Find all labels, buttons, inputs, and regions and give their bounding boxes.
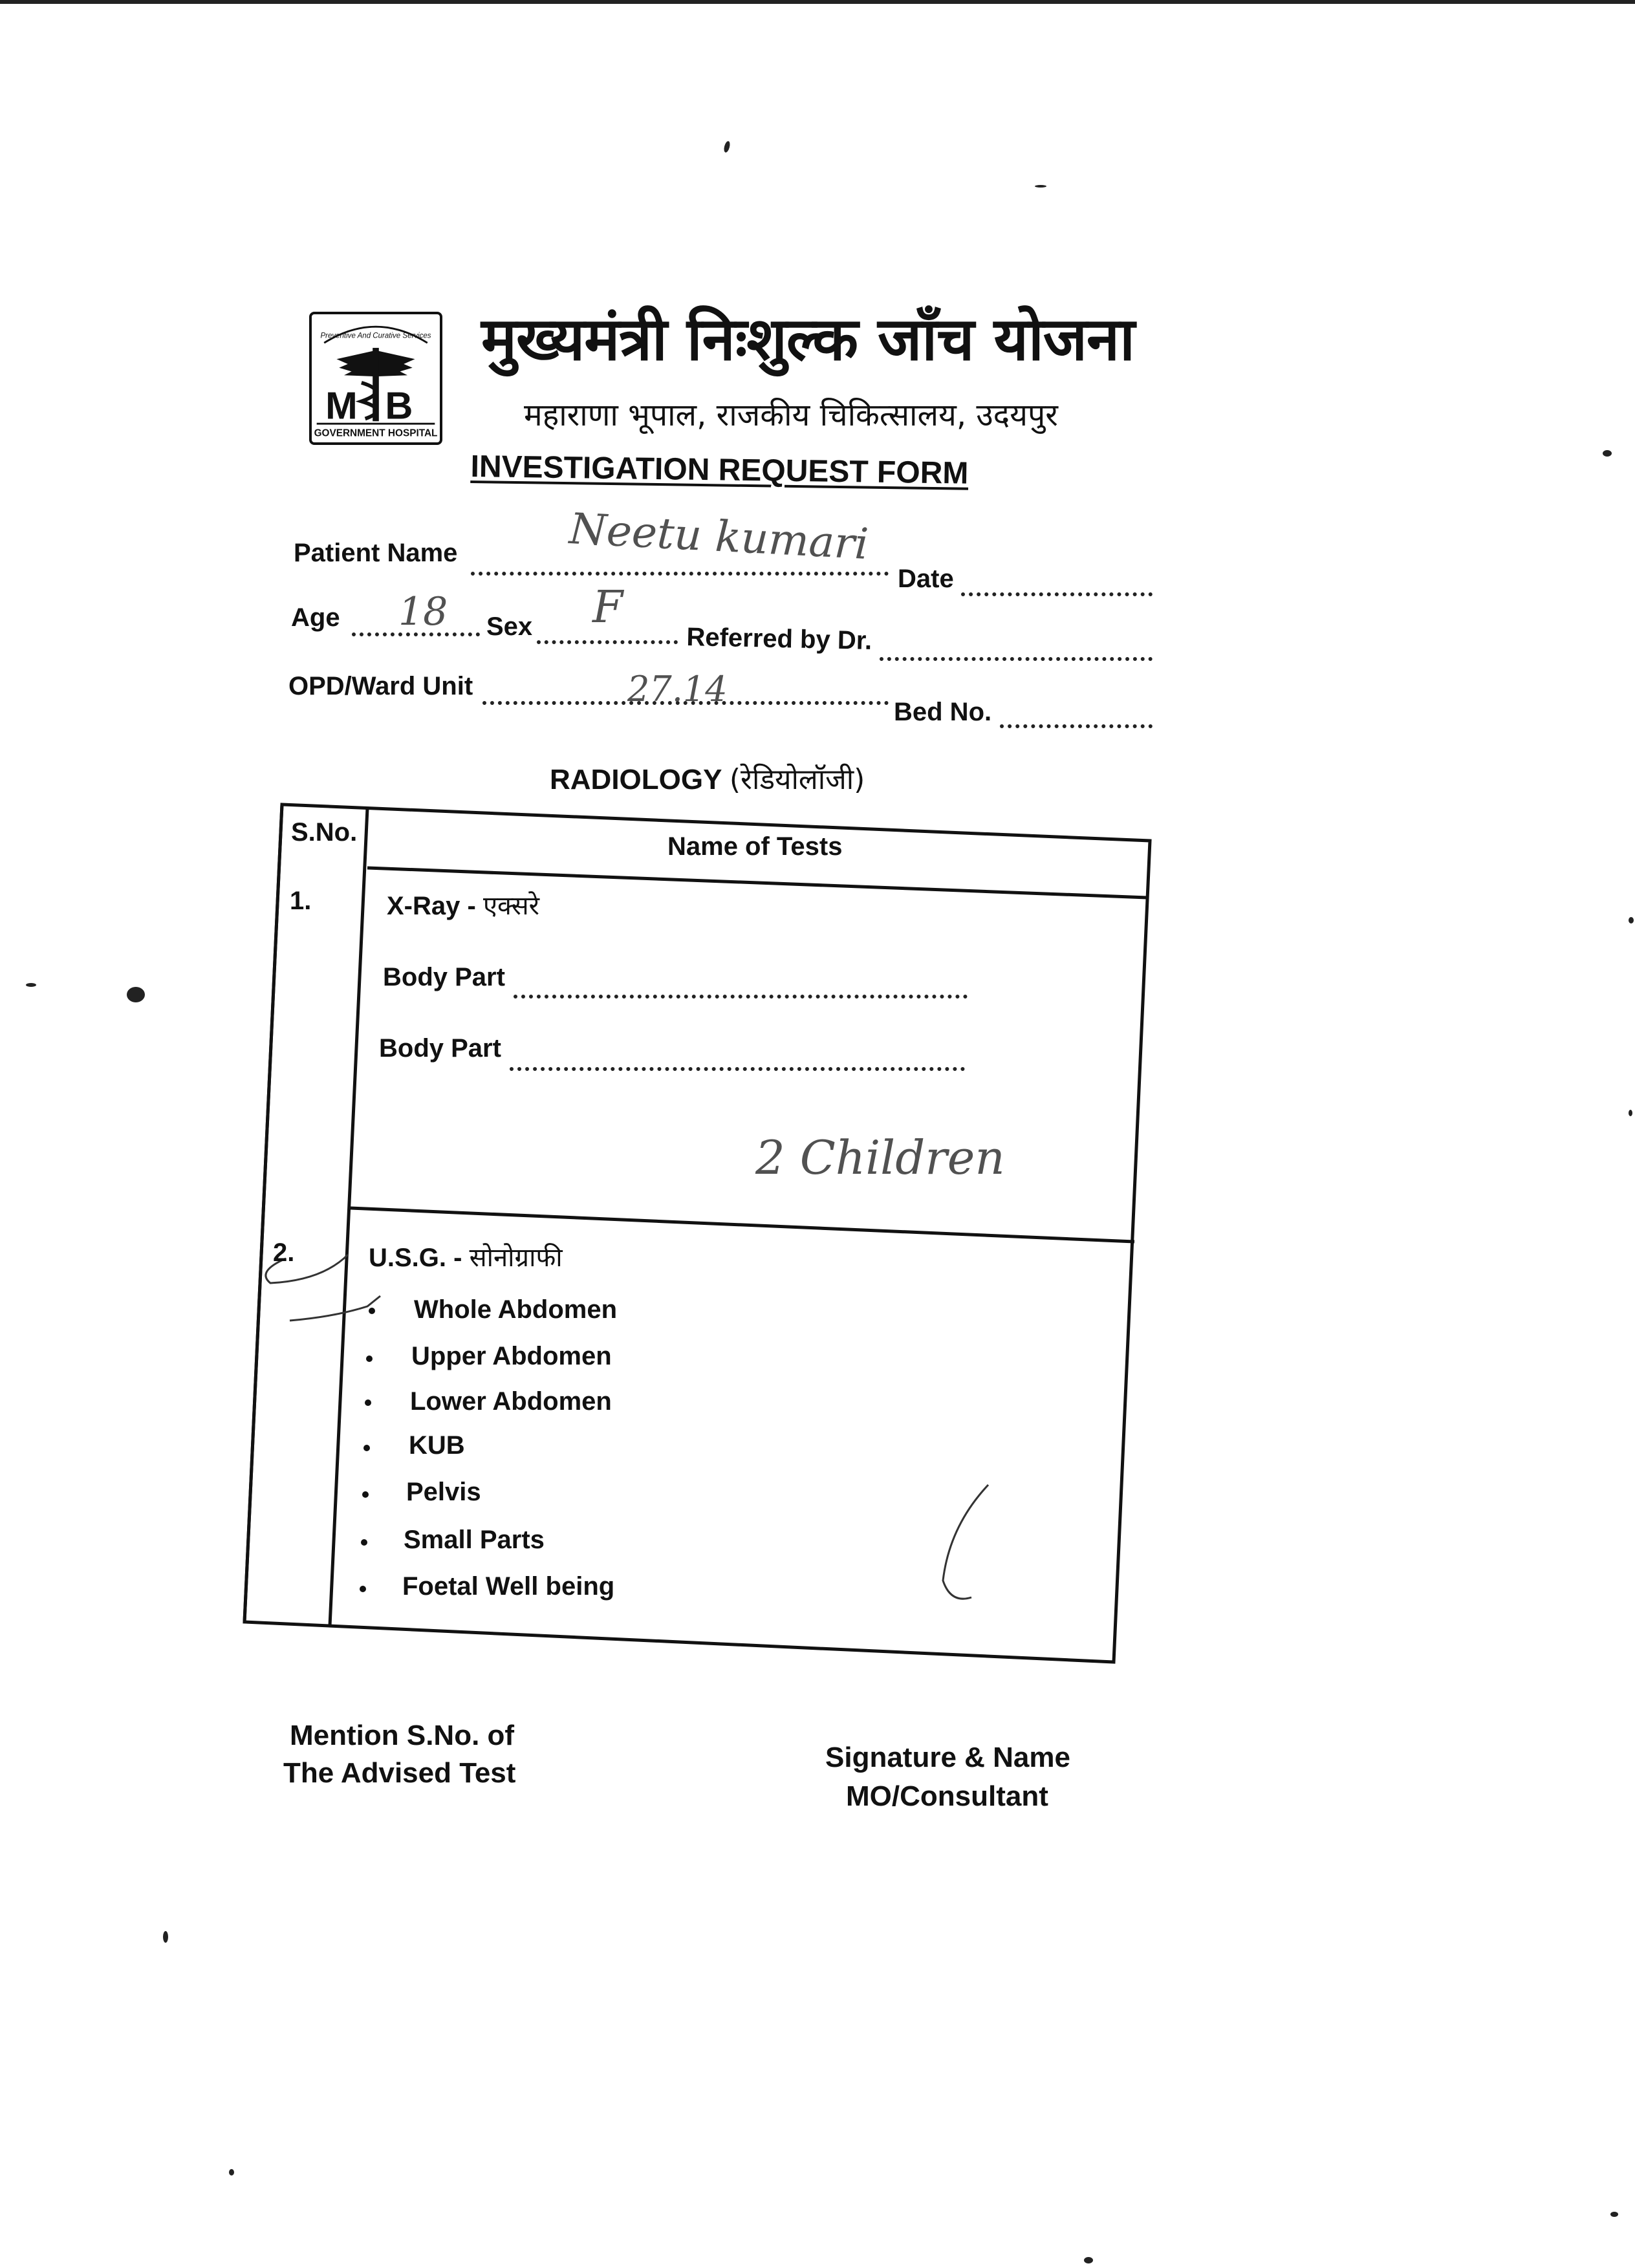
sex-label: Sex (486, 612, 533, 641)
col-header-tests: Name of Tests (667, 832, 843, 861)
scan-speck (723, 140, 731, 153)
scan-speck (1610, 2212, 1618, 2217)
form-title: INVESTIGATION REQUEST FORM (470, 449, 969, 491)
usg-option-whole-abdomen[interactable]: Whole Abdomen (414, 1295, 618, 1324)
radiology-heading (550, 762, 865, 798)
mention-sno-line2: The Advised Test (283, 1757, 516, 1789)
logo-letter-m: M (325, 383, 358, 427)
radiology-title-hindi: (रेडियोलॉजी) (729, 763, 865, 796)
logo-arc-text: Preventive And Curative Services (320, 332, 431, 340)
scan-speck (1035, 185, 1046, 188)
tests-table (244, 802, 1151, 1662)
sex-handwritten: F (592, 582, 623, 633)
scan-speck (1629, 917, 1634, 923)
scan-speck (1603, 450, 1612, 457)
usg-option-bullet (362, 1491, 369, 1498)
usg-option-bullet (369, 1308, 375, 1314)
sex-field[interactable] (537, 640, 678, 644)
table-grid (244, 802, 1151, 1662)
bed-no-label: Bed No. (894, 698, 992, 726)
usg-option-bullet (363, 1445, 370, 1451)
body-part-field-2[interactable] (510, 1067, 965, 1071)
body-part-field-1[interactable] (514, 995, 968, 999)
usg-option-bullet (361, 1539, 367, 1546)
age-handwritten: 18 (398, 589, 448, 634)
referred-by-label: Referred by Dr. (686, 622, 872, 655)
body-part-label-2: Body Part (379, 1034, 501, 1063)
bed-no-field[interactable] (1000, 724, 1153, 728)
date-label: Date (898, 565, 954, 593)
opd-handwritten: 27.14 (627, 669, 728, 709)
usg-option-pelvis[interactable]: Pelvis (406, 1478, 481, 1506)
scan-speck (1084, 2257, 1093, 2263)
row2-test-name (369, 1242, 563, 1274)
patient-name-handwritten: Neetu kumari (568, 503, 870, 570)
usg-option-small-parts[interactable]: Small Parts (404, 1526, 545, 1554)
usg-option-upper-abdomen[interactable]: Upper Abdomen (411, 1342, 612, 1370)
usg-label: U.S.G. - (369, 1244, 470, 1272)
scheme-title-hindi: मुख्यमंत्री निःशुल्क जाँच योजना (481, 305, 1134, 374)
usg-option-lower-abdomen[interactable]: Lower Abdomen (410, 1387, 612, 1416)
usg-option-foetal-well-being[interactable]: Foetal Well being (402, 1572, 615, 1601)
body-part-label-1: Body Part (383, 963, 505, 991)
signature-line1: Signature & Name (825, 1742, 1070, 1773)
usg-option-bullet (366, 1355, 373, 1362)
age-label: Age (291, 603, 340, 632)
scan-speck (127, 987, 145, 1002)
scan-speck (163, 1931, 168, 1943)
hospital-name-hindi: महाराणा भूपाल, राजकीय चिकित्सालय, उदयपुर (524, 397, 1058, 433)
row1-handwritten-note: 2 Children (755, 1130, 1005, 1185)
row2-sno: 2. (273, 1238, 295, 1267)
logo-bottom-text: GOVERNMENT HOSPITAL (314, 427, 438, 439)
mention-sno-line1: Mention S.No. of (290, 1720, 515, 1751)
scan-speck (26, 983, 36, 987)
hospital-logo (309, 312, 442, 445)
col-header-sno: S.No. (291, 818, 358, 847)
row1-sno: 1. (290, 887, 312, 915)
referred-by-field[interactable] (880, 657, 1153, 661)
scan-speck (229, 2169, 234, 2176)
signature-line2: MO/Consultant (846, 1780, 1048, 1812)
usg-label-hindi: सोनोग्राफी (469, 1243, 563, 1273)
usg-option-kub[interactable]: KUB (409, 1431, 465, 1460)
radiology-title: RADIOLOGY (550, 764, 722, 795)
patient-name-label: Patient Name (294, 539, 458, 567)
page-top-edge (0, 0, 1635, 4)
row1-test-name (387, 890, 539, 922)
opd-ward-label: OPD/Ward Unit (288, 672, 473, 700)
scan-speck (1629, 1110, 1632, 1116)
date-field[interactable] (961, 592, 1153, 596)
logo-letter-b: B (385, 383, 413, 427)
xray-label: X-Ray - (387, 892, 483, 920)
usg-option-bullet (360, 1586, 366, 1592)
usg-option-bullet (365, 1399, 371, 1406)
patient-name-field[interactable] (471, 572, 889, 576)
xray-label-hindi: एक्सरे (482, 891, 540, 921)
